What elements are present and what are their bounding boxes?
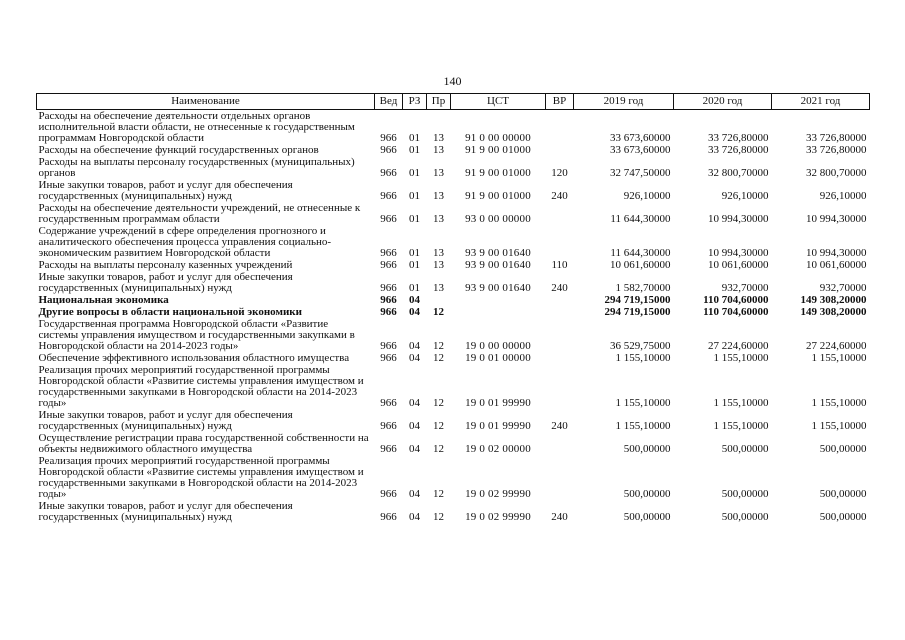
row-rz: 01 (409, 190, 420, 202)
row-rz: 01 (409, 282, 420, 294)
row-name: Иные закупки товаров, работ и услуг для обеспечения государственных (муниципальных) нужд (38, 271, 293, 294)
row-pr: 12 (433, 420, 444, 432)
row-cst: 19 0 01 99990 (465, 397, 531, 409)
row-rz: 04 (409, 511, 420, 523)
table-row (37, 179, 870, 202)
row-ved: 966 (380, 247, 397, 259)
row-rz: 01 (409, 247, 420, 259)
row-name: Национальная экономика (38, 294, 169, 306)
row-amount-2020: 33 726,80000 (708, 144, 769, 156)
row-amount-2019: 11 644,30000 (610, 213, 671, 225)
row-amount-2019: 926,10000 (623, 190, 671, 202)
row-cst: 19 0 02 00000 (465, 443, 531, 455)
row-rz: 01 (409, 259, 420, 271)
row-ved: 966 (380, 420, 397, 432)
row-amount-2021: 33 726,80000 (806, 132, 867, 144)
row-name: Содержание учреждений в сфере определения прогнозного и аналитического обеспечения процесса управления социально-экономическим развитием Новгородской области (38, 225, 332, 259)
table-row (37, 110, 870, 145)
column-header-2020: 2020 год (674, 94, 772, 110)
row-amount-2021: 33 726,80000 (806, 144, 867, 156)
row-amount-2021: 1 155,10000 (811, 397, 867, 409)
table-row (37, 500, 870, 523)
column-header-name: Наименование (37, 94, 375, 110)
row-rz: 01 (409, 213, 420, 225)
table-row (37, 271, 870, 294)
row-amount-2019: 1 155,10000 (615, 352, 671, 364)
row-amount-2021: 932,70000 (819, 282, 867, 294)
row-rz: 04 (409, 443, 420, 455)
row-amount-2019: 32 747,50000 (610, 167, 671, 179)
row-vr (546, 318, 574, 352)
row-amount-2021: 149 308,20000 (800, 306, 867, 318)
row-amount-2019: 1 155,10000 (615, 420, 671, 432)
row-amount-2020: 110 704,60000 (703, 306, 769, 318)
row-ved: 966 (380, 352, 397, 364)
row-pr: 13 (433, 259, 444, 271)
row-vr (546, 202, 574, 225)
row-vr (546, 225, 574, 259)
row-cst (451, 294, 546, 306)
row-amount-2019: 500,00000 (623, 488, 671, 500)
row-ved: 966 (380, 132, 397, 144)
row-vr: 240 (551, 282, 568, 294)
row-vr: 110 (551, 259, 568, 271)
table-header (37, 94, 870, 110)
column-header-2021: 2021 год (772, 94, 870, 110)
row-amount-2020: 10 061,60000 (708, 259, 769, 271)
row-vr (546, 144, 574, 156)
row-cst (451, 306, 546, 318)
row-rz: 04 (409, 294, 420, 306)
row-ved: 966 (380, 259, 397, 271)
row-amount-2019: 294 719,15000 (604, 294, 671, 306)
row-cst: 93 0 00 00000 (465, 213, 531, 225)
row-amount-2019: 1 155,10000 (615, 397, 671, 409)
row-amount-2020: 500,00000 (721, 488, 769, 500)
row-pr: 12 (433, 511, 444, 523)
row-pr: 12 (433, 443, 444, 455)
row-vr (546, 294, 574, 306)
row-vr: 240 (551, 420, 568, 432)
row-amount-2021: 10 994,30000 (806, 247, 867, 259)
table-row (37, 306, 870, 318)
row-ved: 966 (380, 282, 397, 294)
row-rz: 01 (409, 167, 420, 179)
row-pr: 12 (433, 340, 444, 352)
row-name: Расходы на выплаты персоналу государственных (муниципальных) органов (38, 156, 355, 179)
row-vr (546, 455, 574, 500)
row-name: Обеспечение эффективного использования областного имущества (38, 352, 350, 364)
row-pr: 12 (433, 397, 444, 409)
row-ved: 966 (380, 213, 397, 225)
row-name: Расходы на обеспечение деятельности отдельных органов исполнительной власти области, не отнесенные к государственным программам Новгородской области (38, 110, 355, 144)
row-vr: 240 (551, 511, 568, 523)
row-amount-2019: 500,00000 (623, 443, 671, 455)
row-amount-2020: 500,00000 (721, 443, 769, 455)
column-header-ved: Вед (375, 94, 403, 110)
row-vr (546, 110, 574, 145)
row-amount-2021: 10 061,60000 (806, 259, 867, 271)
row-amount-2020: 33 726,80000 (708, 132, 769, 144)
row-pr: 13 (433, 282, 444, 294)
row-name: Иные закупки товаров, работ и услуг для обеспечения государственных (муниципальных) нужд (38, 179, 293, 202)
table-row (37, 144, 870, 156)
column-header-pr: Пр (427, 94, 451, 110)
row-amount-2019: 500,00000 (623, 511, 671, 523)
row-rz: 04 (409, 488, 420, 500)
row-pr: 13 (433, 247, 444, 259)
row-rz: 04 (409, 340, 420, 352)
table-row (37, 259, 870, 271)
row-pr (427, 294, 451, 306)
row-rz: 04 (409, 352, 420, 364)
row-cst: 19 0 01 99990 (465, 420, 531, 432)
row-ved: 966 (380, 511, 397, 523)
row-rz: 04 (409, 420, 420, 432)
page-number: 140 (443, 74, 462, 88)
table-row (37, 156, 870, 179)
row-amount-2021: 500,00000 (819, 488, 867, 500)
table-row (37, 364, 870, 409)
column-header-rz: РЗ (403, 94, 427, 110)
row-name: Другие вопросы в области национальной экономики (38, 306, 302, 318)
row-amount-2020: 10 994,30000 (708, 247, 769, 259)
column-header-cst: ЦСТ (451, 94, 546, 110)
row-vr (546, 352, 574, 364)
row-amount-2019: 33 673,60000 (610, 144, 671, 156)
row-amount-2019: 294 719,15000 (604, 306, 671, 318)
row-amount-2020: 932,70000 (721, 282, 769, 294)
row-vr (546, 306, 574, 318)
row-pr: 13 (433, 132, 444, 144)
table-row (37, 202, 870, 225)
row-pr: 12 (433, 306, 444, 318)
row-vr: 120 (551, 167, 568, 179)
row-amount-2021: 32 800,70000 (806, 167, 867, 179)
row-pr: 12 (433, 352, 444, 364)
row-ved: 966 (380, 294, 397, 306)
row-cst: 93 9 00 01640 (465, 282, 531, 294)
row-name: Расходы на выплаты персоналу казенных учреждений (38, 259, 293, 271)
row-pr: 12 (433, 488, 444, 500)
row-pr: 13 (433, 213, 444, 225)
row-amount-2021: 500,00000 (819, 443, 867, 455)
row-amount-2019: 10 061,60000 (610, 259, 671, 271)
row-amount-2021: 500,00000 (819, 511, 867, 523)
row-amount-2019: 11 644,30000 (610, 247, 671, 259)
row-ved: 966 (380, 397, 397, 409)
row-amount-2020: 500,00000 (721, 511, 769, 523)
row-amount-2020: 110 704,60000 (703, 294, 769, 306)
table-body (37, 110, 870, 524)
row-cst: 91 9 00 01000 (465, 167, 531, 179)
row-amount-2020: 32 800,70000 (708, 167, 769, 179)
row-amount-2020: 926,10000 (721, 190, 769, 202)
row-vr (546, 364, 574, 409)
column-header-2019: 2019 год (574, 94, 674, 110)
row-name: Государственная программа Новгородской области «Развитие системы управления имуществом и государственными закупками в Новгородской области на 2014-2023 годы» (38, 318, 355, 352)
row-amount-2021: 149 308,20000 (800, 294, 867, 306)
row-amount-2021: 10 994,30000 (806, 213, 867, 225)
row-ved: 966 (380, 144, 397, 156)
row-amount-2020: 10 994,30000 (708, 213, 769, 225)
row-amount-2019: 1 582,70000 (615, 282, 671, 294)
row-rz: 04 (409, 397, 420, 409)
row-cst: 91 0 00 00000 (465, 132, 531, 144)
table-row (37, 409, 870, 432)
row-cst: 93 9 00 01640 (465, 247, 531, 259)
row-amount-2020: 27 224,60000 (708, 340, 769, 352)
row-ved: 966 (380, 167, 397, 179)
table-row (37, 294, 870, 306)
row-cst: 91 9 00 01000 (465, 190, 531, 202)
row-name: Реализация прочих мероприятий государственной программы Новгородской области «Развитие системы управления имуществом и государственными закупками в Новгородской области на 2014-2023 годы» (38, 364, 364, 409)
header-row (37, 94, 870, 110)
table-row (37, 352, 870, 364)
row-amount-2020: 1 155,10000 (713, 352, 769, 364)
row-amount-2019: 36 529,75000 (610, 340, 671, 352)
row-cst: 19 0 02 99990 (465, 488, 531, 500)
row-ved: 966 (380, 306, 397, 318)
row-amount-2021: 1 155,10000 (811, 352, 867, 364)
row-amount-2021: 1 155,10000 (811, 420, 867, 432)
row-ved: 966 (380, 443, 397, 455)
row-rz: 04 (409, 306, 420, 318)
row-ved: 966 (380, 340, 397, 352)
row-amount-2020: 1 155,10000 (713, 397, 769, 409)
table-row (37, 455, 870, 500)
row-name: Расходы на обеспечение деятельности учреждений, не отнесенные к государственным программам области (38, 202, 361, 225)
row-pr: 13 (433, 144, 444, 156)
column-header-vr: ВР (546, 94, 574, 110)
row-amount-2019: 33 673,60000 (610, 132, 671, 144)
row-amount-2020: 1 155,10000 (713, 420, 769, 432)
row-name: Реализация прочих мероприятий государственной программы Новгородской области «Развитие системы управления имуществом и государственными закупками в Новгородской области на 2014-2023 годы» (38, 455, 364, 500)
row-name: Расходы на обеспечение функций государственных органов (38, 144, 319, 156)
row-cst: 19 0 00 00000 (465, 340, 531, 352)
row-pr: 13 (433, 190, 444, 202)
budget-table (36, 93, 870, 523)
row-rz: 01 (409, 144, 420, 156)
row-cst: 91 9 00 01000 (465, 144, 531, 156)
row-cst: 19 0 01 00000 (465, 352, 531, 364)
row-vr: 240 (551, 190, 568, 202)
row-name: Иные закупки товаров, работ и услуг для обеспечения государственных (муниципальных) нужд (38, 409, 293, 432)
row-amount-2021: 926,10000 (819, 190, 867, 202)
row-cst: 19 0 02 99990 (465, 511, 531, 523)
row-name: Иные закупки товаров, работ и услуг для обеспечения государственных (муниципальных) нужд (38, 500, 293, 523)
row-name: Осуществление регистрации права государственной собственности на объекты недвижимого областного имущества (38, 432, 369, 455)
table-row (37, 225, 870, 259)
row-amount-2021: 27 224,60000 (806, 340, 867, 352)
row-rz: 01 (409, 132, 420, 144)
row-vr (546, 432, 574, 455)
table-row (37, 318, 870, 352)
row-ved: 966 (380, 190, 397, 202)
row-pr: 13 (433, 167, 444, 179)
table-row (37, 432, 870, 455)
row-cst: 93 9 00 01640 (465, 259, 531, 271)
row-ved: 966 (380, 488, 397, 500)
